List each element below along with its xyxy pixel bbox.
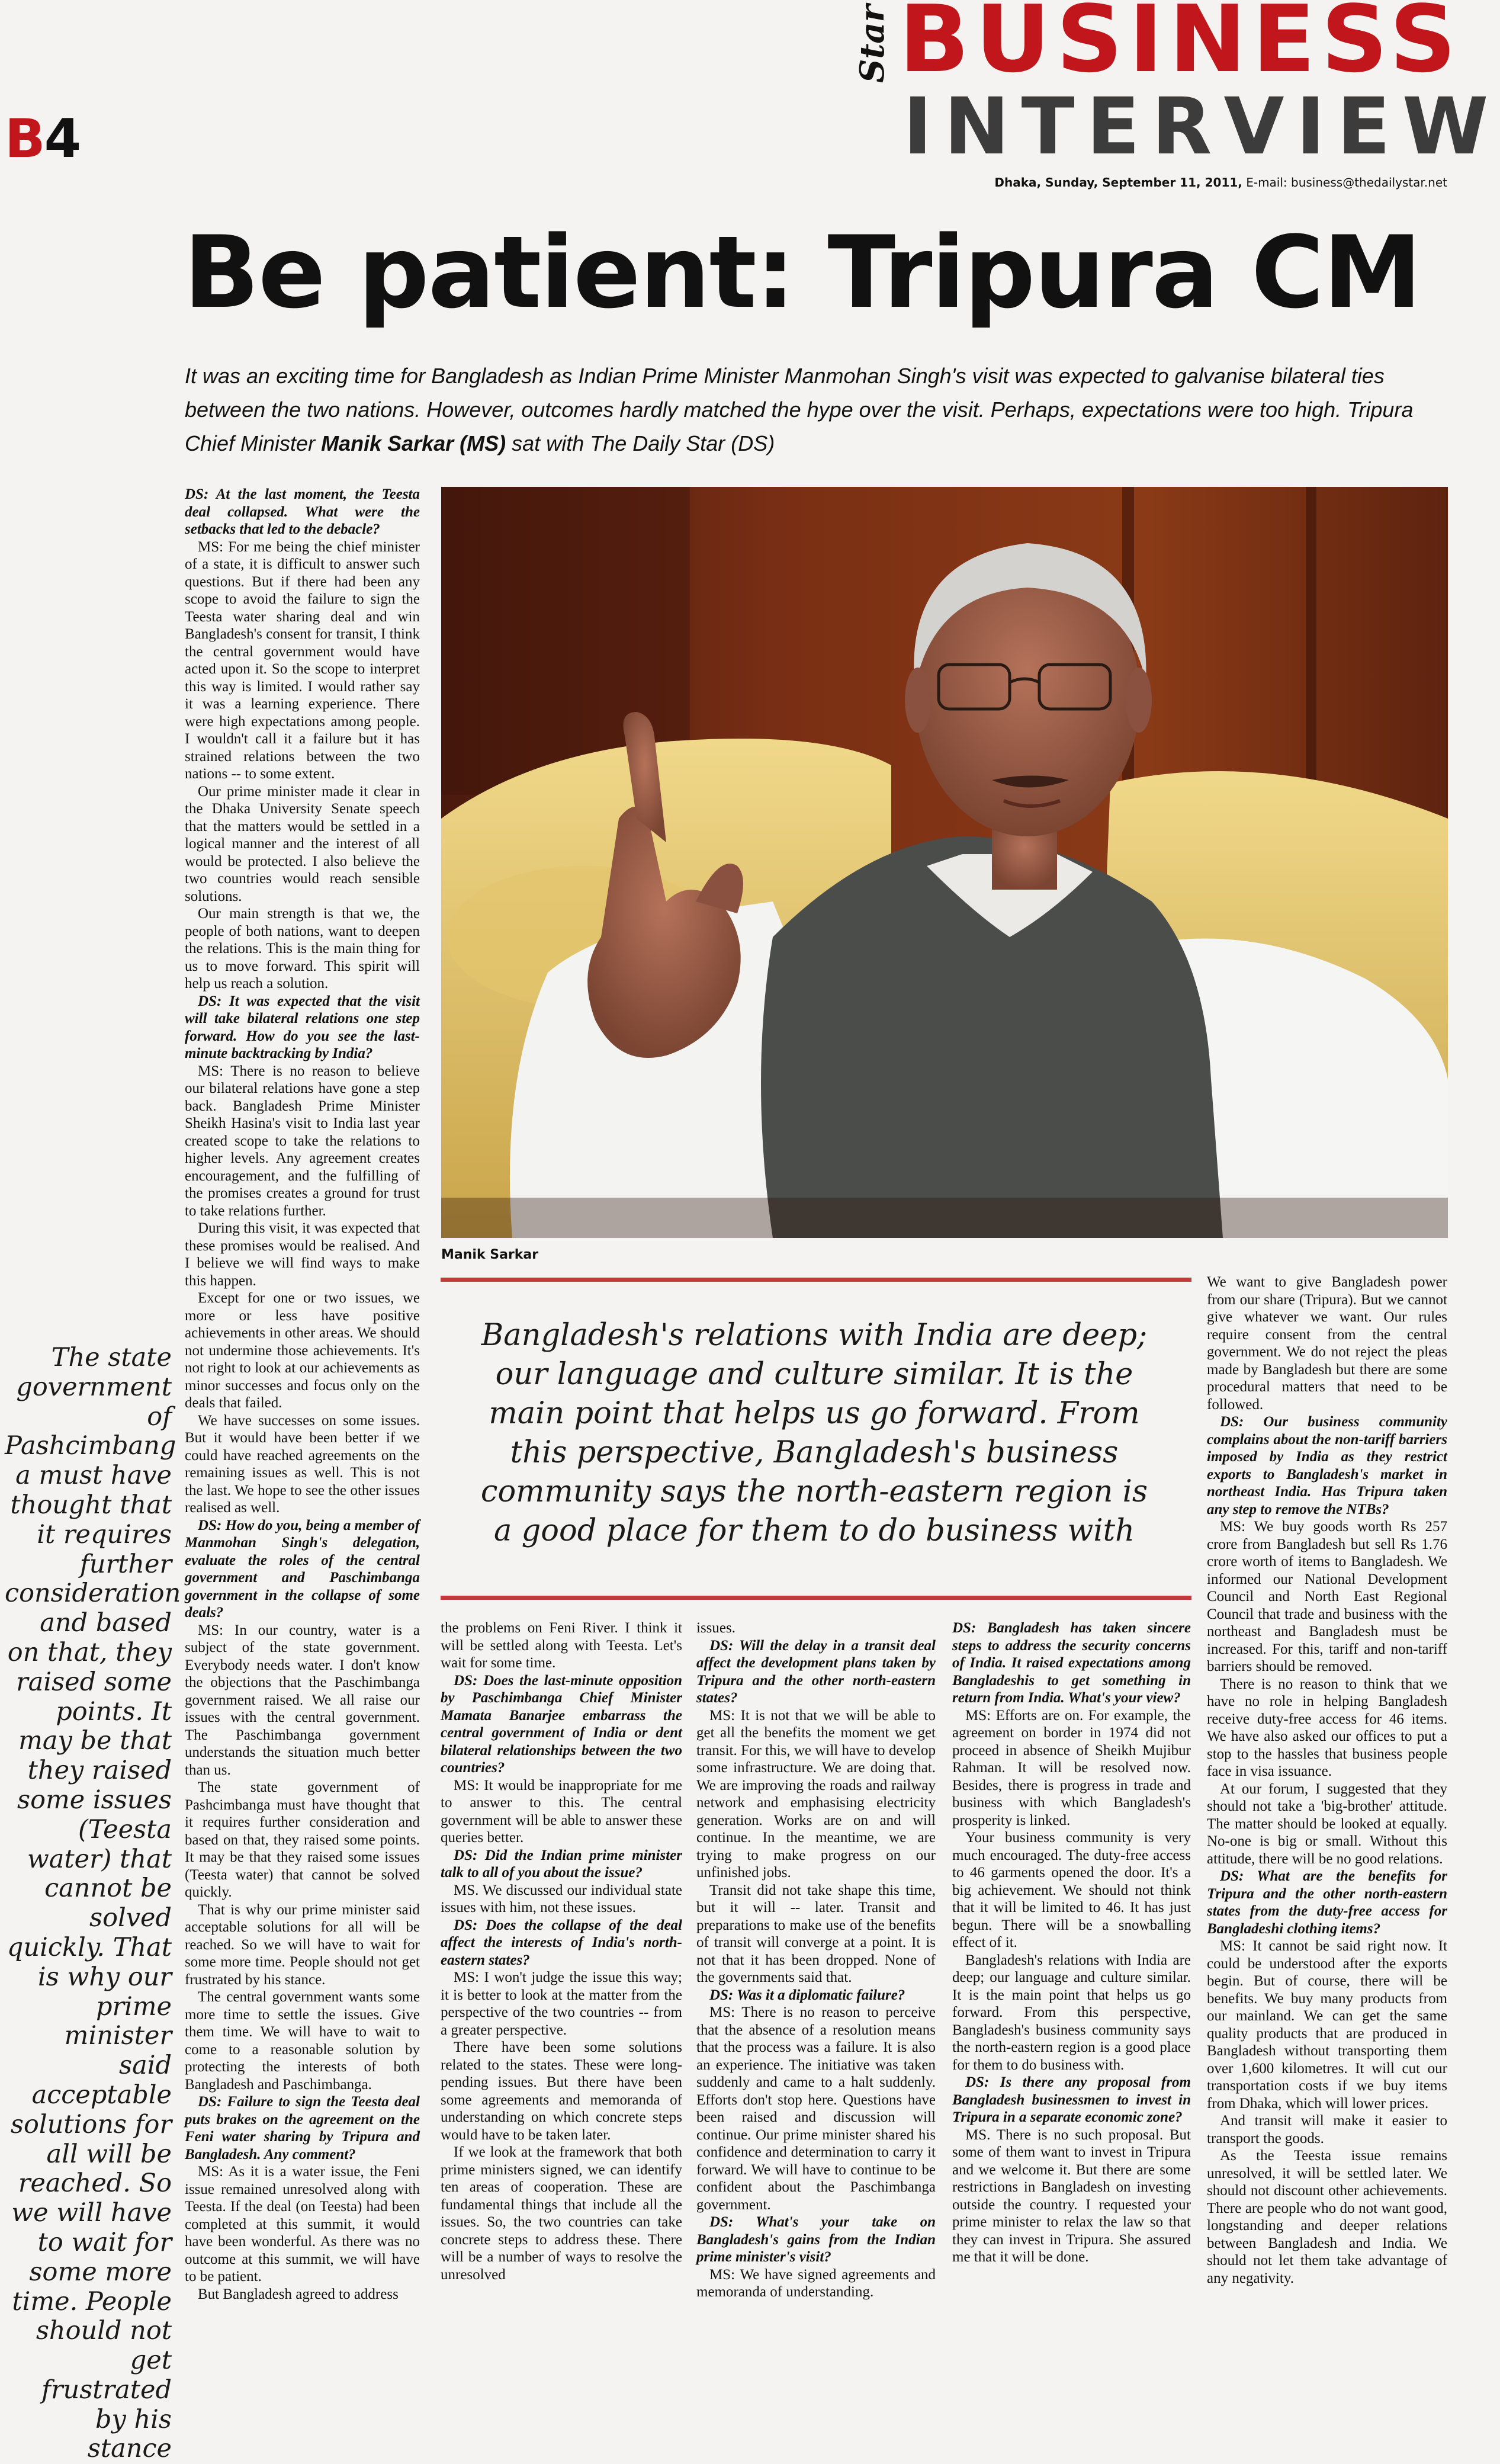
interview-question: DS: Did the Indian prime minister talk to all of you about the issue?: [441, 1847, 682, 1881]
interview-question: DS: Failure to sign the Teesta deal puts brakes on the agreement on the Feni water sharing by Tripura and Bangladesh. Any comment?: [185, 2094, 420, 2163]
page-number: B4: [5, 108, 81, 170]
interview-answer: As the Teesta issue remains unresolved, it will be settled later. We should not discount other achievements. There are people who do not want good, longstanding and deeper relations between Bangladesh and India. We should not let them take advantage of any negativity.: [1207, 2148, 1447, 2286]
interview-answer: If we look at the framework that both prime ministers signed, we can identify ten areas of cooperation. These are fundamental things that include all the issues. So, the two countries can take concrete steps to address these. There will be a number of ways to resolve the unresolved: [441, 2144, 682, 2283]
interview-question: DS: At the last moment, the Teesta deal collapsed. What were the setbacks that led to the debacle?: [185, 486, 420, 537]
interview-answer: MS: It cannot be said right now. It could be understood after the exports begin. But of course, there will be benefits. We buy many products from our mainland. We can get the same quality products that are produced in Bangladesh without transporting them over 1,600 kilometres. It will cut our transportation costs if we buy items from Dhaka, which will lower prices.: [1207, 1938, 1447, 2112]
dateline: Dhaka, Sunday, September 11, 2011, E-mail: business@thedailystar.net: [994, 175, 1447, 190]
section-subtitle: INTERVIEW: [903, 81, 1500, 172]
interview-answer: Your business community is very much encouraged. The duty-free access to 46 garments opened the door. It's a big achievement. We should not think that it will be limited to 46. It has just begun. There will be a snowballing effect of it.: [952, 1830, 1191, 1950]
pull-quote: Bangladesh's relations with India are deep; our language and culture similar. It is the main point that helps us go forward. From this perspective, Bangladesh's business community says the north-eastern region is a good place for them to do business with: [480, 1318, 1148, 1548]
interview-answer: MS: Efforts are on. For example, the agreement on border in 1974 did not proceed in absence of Sheikh Mujibur Rahman. It will be resolved now. Besides, there is progress in trade and business with which Bangladesh's prosperity is linked.: [952, 1707, 1191, 1828]
interview-answer: During this visit, it was expected that these promises would be realised. And I believe we will find ways to make this happen.: [185, 1220, 420, 1289]
interview-answer: issues.: [696, 1620, 735, 1636]
interview-question: DS: Our business community complains about the non-tariff barriers imposed by India as they restrict exports to Bangladesh's market in northeast India. Has Tripura taken any step to remove the NTBs?: [1207, 1414, 1447, 1517]
interview-answer: MS: We have signed agreements and memoranda of understanding.: [696, 2266, 936, 2300]
interview-question: DS: Is there any proposal from Bangladesh businessmen to invest in Tripura in a separate economic zone?: [952, 2074, 1191, 2125]
interview-question: DS: Bangladesh has taken sincere steps to address the security concerns of India. It raised expectations among Bangladeshis to get something in return from India. What's your view?: [952, 1620, 1191, 1706]
interview-answer: Our prime minister made it clear in the Dhaka University Senate speech that the matters would be settled in a logical manner and the interest of all would be protected. I also believe the two countries would reach sensible solutions.: [185, 783, 420, 904]
intro-paragraph: It was an exciting time for Bangladesh as Indian Prime Minister Manmohan Singh's visit was expected to galvanise bilateral ties between the two nations. However, outcomes hardly matched the hype over the visit. Perhaps, expectations were too high. Tripura Chief Minister Manik Sarkar (MS) sat with The Daily Star (DS): [185, 364, 1414, 455]
interview-question: DS: What are the benefits for Tripura and the other north-eastern states from the duty-free access for Bangladeshi clothing items?: [1207, 1868, 1447, 1937]
interview-answer: We have successes on some issues. But it would have been better if we could have reached agreements on the remaining issues as well. This is not the last. We hope to see the other issues realised as well.: [185, 1412, 420, 1516]
interview-photo: [441, 487, 1448, 1238]
interviewee-name: Manik Sarkar (MS): [321, 431, 506, 455]
article-column-4: [952, 1619, 1191, 2266]
interview-answer: MS: I won't judge the issue this way; it is better to look at the matter from the perspective of the two countries -- from a greater perspective.: [441, 1969, 682, 2038]
interview-answer: the problems on Feni River. I think it will be settled along with Teesta. Let's wait for some time.: [441, 1620, 682, 1671]
email-address: E-mail: business@thedailystar.net: [1246, 175, 1447, 190]
pullquote-bottom-rule: [441, 1596, 1191, 1600]
interview-answer: But Bangladesh agreed to address: [198, 2286, 399, 2302]
article-column-5: [1207, 1273, 1447, 2287]
pullquote-top-rule: [441, 1278, 1191, 1282]
interview-answer: There have been some solutions related to the states. These were long-pending issues. But there have been some agreements and memoranda of understanding on which concrete steps would have to be taken later.: [441, 2039, 682, 2143]
interview-answer: Bangladesh's relations with India are deep; our language and culture similar. It is the main point that helps us go forward. From this perspective, Bangladesh's business community says the north-eastern region is a good place for them to do business with.: [952, 1952, 1191, 2073]
interview-answer: Transit did not take shape this time, but it will -- later. Transit and preparations to make use of the benefits of transit will converge at a point. It is not that it has been dropped. None of the governments said that.: [696, 1882, 936, 1985]
interview-answer: We want to give Bangladesh power from our share (Tripura). But we cannot give whatever we want. Our rules require consent from the central government. We do not reject the pleas made by Bangladesh but there are some procedural matters that need to be followed.: [1207, 1274, 1447, 1413]
interview-question: DS: Will the delay in a transit deal affect the development plans taken by Tripura and the other north-eastern states?: [696, 1637, 936, 1706]
interview-answer: MS: It would be inappropriate for me to answer to this. The central government will be able to answer these queries better.: [441, 1777, 682, 1846]
headline: Be patient: Tripura CM: [184, 214, 1421, 331]
photo-caption: Manik Sarkar: [441, 1247, 539, 1262]
interview-answer: MS: In our country, water is a subject of the state government. Everybody needs water. I don't know the objections that the Paschimbanga government raised. We all raise our issues with the central government. The Paschimbanga government understands the situation much better than us.: [185, 1622, 420, 1778]
interview-answer: MS. We discussed our individual state issues with him, not these issues.: [441, 1882, 682, 1916]
interview-answer: MS: We buy goods worth Rs 257 crore from Bangladesh but sell Rs 1.76 crore worth of items to Bangladesh. We informed our National Development Council and North East Regional Council that trade and business with the northeast and Bangladesh must be increased. For this, tariff and non-tariff barriers should be removed.: [1207, 1519, 1447, 1674]
interview-question: DS: How do you, being a member of Manmohan Singh's delegation, evaluate the roles of the central government and Paschimbanga government in the collapse of some deals?: [185, 1517, 420, 1621]
interview-answer: The central government wants some more time to settle the issues. Give them time. We will have to wait to come to a reasonable solution by protecting the interests of both Bangladesh and Paschimbanga.: [185, 1989, 420, 2093]
interview-question: DS: Does the collapse of the deal affect the interests of India's north-eastern states?: [441, 1917, 682, 1968]
interview-answer: The state government of Pashcimbanga must have thought that it requires further consideration and based on that, they raised some points. It may be that they raised some issues (Teesta water) that cannot be solved quickly.: [185, 1779, 420, 1900]
interview-question: DS: What's your take on Bangladesh's gains from the Indian prime minister's visit?: [696, 2214, 936, 2265]
interview-answer: That is why our prime minister said acceptable solutions for all will be reached. So we will have to wait for some more time. People should not get frustrated by his stance.: [185, 1901, 420, 1988]
interview-answer: MS: It is not that we will be able to get all the benefits the moment we get transit. For this, we will have to develop some infrastructure. We are doing that. We are improving the roads and railway network and emphasising electricity generation. Works are on and will continue. In the meantime, we are trying to make progress on our unfinished jobs.: [696, 1707, 936, 1881]
interview-question: DS: Does the last-minute opposition by Paschimbanga Chief Minister Mamata Banarjee embarrass the central government of India or dent bilateral relationships between the two countries?: [441, 1672, 682, 1776]
interview-answer: MS: There is no reason to perceive that the absence of a resolution means that the process was a failure. It is also an experience. The initiative was taken suddenly and came to a halt suddenly. Efforts don't stop here. Questions have been raised and discussion will continue. Our prime minister shared his confidence and determination to carry it forward. We will have to continue to be confident about the Paschimbanga government.: [696, 2004, 936, 2213]
interview-answer: There is no reason to think that we have no role in helping Bangladesh receive duty-free access for 46 items. We have also asked our offices to put a stop to the hassles that business people face in visa issuance.: [1207, 1676, 1447, 1779]
article-column-3: [696, 1619, 936, 2301]
article-column-1: [185, 486, 420, 2303]
interview-answer: And transit will make it easier to transport the goods.: [1207, 2113, 1447, 2147]
interview-answer: Except for one or two issues, we more or less have positive achievements in other areas. We should not undermine those achievements. It's not right to look at our achievements as minor successes and focus only on the deals that failed.: [185, 1290, 420, 1411]
article-column-2: [441, 1619, 682, 2283]
section-title: BUSINESS: [899, 0, 1462, 93]
interview-answer: MS. There is no such proposal. But some of them want to invest in Tripura and we welcome it. But there are some restrictions in Bangladesh on investing outside the country. I requested your prime minister to relax the law so that they can invest in Tripura. She assured me that it will be done.: [952, 2126, 1191, 2265]
interview-answer: At our forum, I suggested that they should not take a 'big-brother' attitude. The matter should be looked at equally. No-one is big or small. Without this attitude, there will be no good relations.: [1207, 1780, 1447, 1867]
star-logo: Star: [853, 4, 892, 83]
interview-answer: MS: There is no reason to believe our bilateral relations have gone a step back. Bangladesh Prime Minister Sheikh Hasina's visit to India last year created scope to take the relations to higher levels. Any agreement creates encouragement, and the fulfilling of the promises creates a ground for trust to take relations further.: [185, 1063, 420, 1219]
interview-answer: MS: As it is a water issue, the Feni issue remained unresolved along with Teesta. If the deal (on Teesta) had been completed at this summit, it would have been wonderful. As there was no outcome at this summit, we will have to be patient.: [185, 2164, 420, 2285]
interview-question: DS: It was expected that the visit will take bilateral relations one step forward. How do you see the last-minute backtracking by India?: [185, 993, 420, 1061]
section-masthead: [853, 0, 1500, 195]
interview-question: DS: Was it a diplomatic failure?: [709, 1987, 905, 2003]
portrait-illustration: [441, 487, 1448, 1238]
side-pull-quote: The state government of Pashcimbang a must have thought that it requires further consideration and based on that, they raised some points. It may be that they raised some issues (Teesta water) that cannot be solved quickly. That is why our prime minister said acceptable solutions for all will be reached. So we will have to wait for some more time. People should not get frustrated by his stance: [5, 1343, 181, 2464]
interview-answer: Our main strength is that we, the people of both nations, want to deepen the relations. This is the main thing for us to move forward. This spirit will help us reach a solution.: [185, 906, 420, 992]
interview-answer: MS: For me being the chief minister of a state, it is difficult to answer such questions. But if there had been any scope to avoid the failure to sign the Teesta water sharing deal and win Bangladesh's consent for transit, I think the central government would have acted upon it. So the scope to interpret this way is limited. I would rather say it was a learning experience. There were high expectations among people. I wouldn't call it a failure but it has strained relations between the two nations -- to some extent.: [185, 538, 420, 782]
